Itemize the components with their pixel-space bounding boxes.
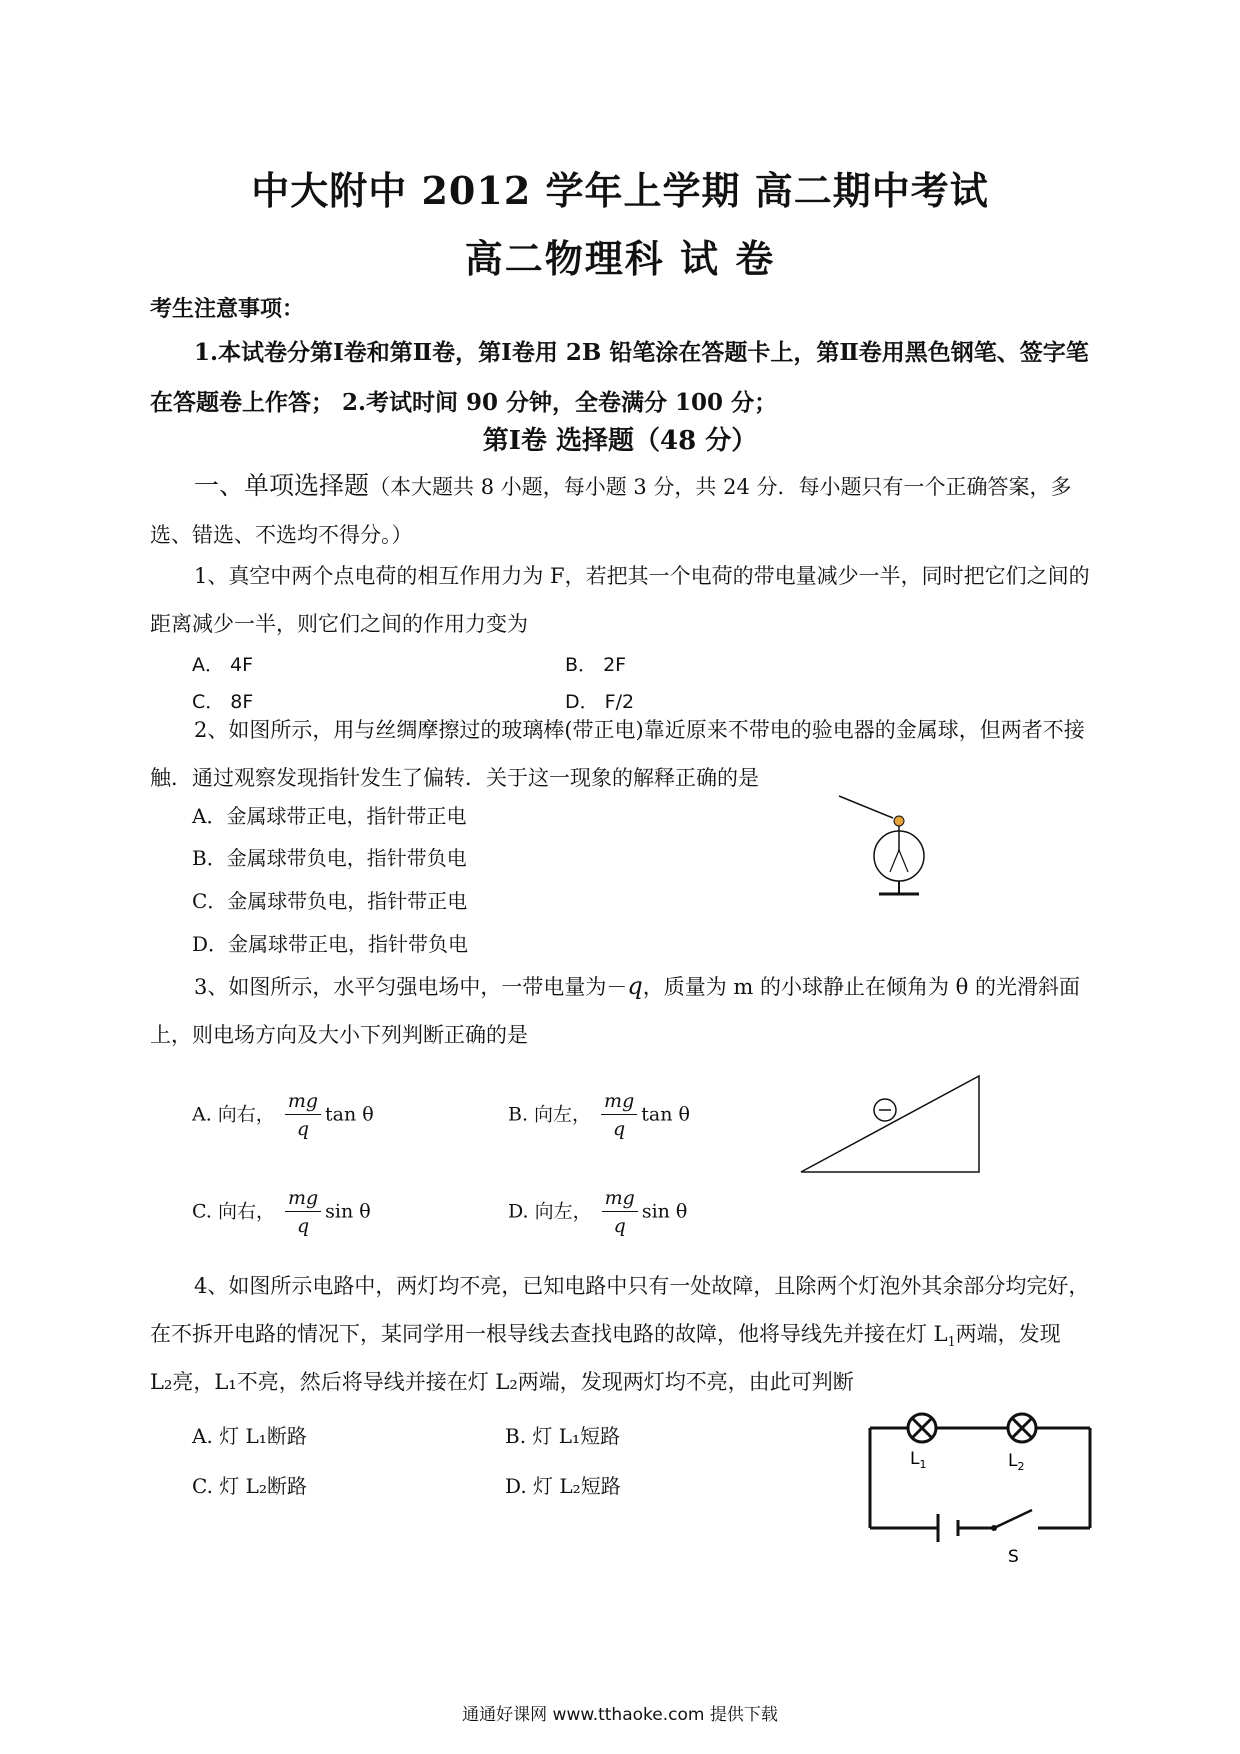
notes-heading: 考生注意事项： — [150, 296, 305, 322]
leaf-left — [890, 850, 899, 872]
q4-option-d: D. 灯 L₂短路 — [505, 1474, 621, 1498]
part-instructions — [150, 462, 1105, 559]
denominator: q — [296, 1118, 309, 1140]
q4-stem — [150, 1262, 1105, 1366]
q1-option-d: D． F/2 — [565, 691, 635, 713]
electroscope-diagram — [835, 790, 955, 910]
fraction — [602, 1185, 638, 1240]
q3-charge-symbol: q — [627, 972, 643, 1000]
q3-stem-post: ，质量为 m 的小球静止在倾角为 θ 的光滑斜面上，则电场方向及大小下列判断正确的是 — [150, 975, 1080, 1047]
fraction — [285, 1088, 321, 1143]
metal-ball — [894, 816, 904, 826]
fraction — [285, 1185, 321, 1240]
incline-diagram — [795, 1070, 985, 1180]
circuit-diagram — [860, 1410, 1100, 1570]
q3-option-a-label: A. 向右， — [192, 1103, 275, 1126]
incline-triangle — [801, 1076, 979, 1172]
q2-option-b: B．金属球带负电，指针带负电 — [192, 846, 467, 870]
numerator: mg — [285, 1185, 321, 1212]
q1-option-a: A． 4F — [192, 654, 254, 676]
trig-function: sin θ — [641, 1200, 688, 1223]
fraction — [601, 1088, 637, 1143]
notes-text: 1.本试卷分第Ⅰ卷和第Ⅱ卷，第Ⅰ卷用 2B 铅笔涂在答题卡上，第Ⅱ卷用黑色钢笔、签字笔在答题卷上作答； 2.考试时间 90 分钟，全卷满分 100 分； — [150, 339, 1089, 416]
q2-option-a: A．金属球带正电，指针带正电 — [192, 804, 467, 828]
q2-stem: 2、如图所示，用与丝绸摩擦过的玻璃棒(带正电)靠近原来不带电的验电器的金属球，但两者不接触．通过观察发现指针发生了偏转．关于这一现象的解释正确的是 — [150, 718, 1085, 790]
switch-lever — [994, 1510, 1032, 1528]
q3-stem-pre: 3、如图所示，水平匀强电场中，一带电量为－ — [194, 975, 628, 999]
q4-option-b: B. 灯 L₁短路 — [505, 1424, 621, 1448]
switch-pivot — [991, 1525, 997, 1531]
q4-stem-part2: 两端，发现 — [955, 1322, 1061, 1346]
glass-rod — [839, 796, 893, 818]
q3-option-a — [192, 1088, 374, 1143]
numerator: mg — [601, 1088, 637, 1115]
q4-option-c: C. 灯 L₂断路 — [192, 1474, 307, 1498]
q2-option-c: C．金属球带负电，指针带正电 — [192, 889, 468, 913]
q3-option-b — [508, 1088, 690, 1143]
q3-option-c-label: C. 向右， — [192, 1200, 275, 1223]
q4-option-a: A. 灯 L₁断路 — [192, 1424, 307, 1448]
exam-subtitle: 高二物理科 试 卷 — [464, 236, 776, 281]
switch-label: S — [1008, 1547, 1019, 1567]
section-title: 第Ⅰ卷 选择题（48 分） — [482, 426, 758, 456]
numerator: mg — [285, 1088, 321, 1115]
leaf-right — [899, 850, 908, 872]
q1-option-c: C． 8F — [192, 691, 254, 713]
q3-option-d-label: D. 向左， — [508, 1200, 592, 1223]
lamp-l2-label: $L_2$ — [1008, 1451, 1025, 1473]
q4-stem-line3: L₂亮，L₁不亮，然后将导线并接在灯 L₂两端，发现两灯均不亮，由此可判断 — [150, 1370, 854, 1394]
part-label: 一、单项选择题 — [194, 471, 370, 500]
numerator: mg — [602, 1185, 638, 1212]
exam-title: 中大附中 2012 学年上学期 高二期中考试 — [251, 168, 989, 213]
denominator: q — [613, 1118, 626, 1140]
q2-option-d: D．金属球带正电，指针带负电 — [192, 932, 469, 956]
q1-stem: 1、真空中两个点电荷的相互作用力为 F，若把其一个电荷的带电量减少一半，同时把它们之间的距离减少一半，则它们之间的作用力变为 — [150, 564, 1090, 636]
trig-function: tan θ — [641, 1103, 690, 1126]
q4-stem-part1: 4、如图所示电路中，两灯均不亮，已知电路中只有一处故障，且除两个灯泡外其余部分均完好，在不拆开电路的情况下，某同学用一根导线去查找电路的故障，他将导线先并接在灯 L — [150, 1274, 1090, 1346]
denominator: q — [296, 1215, 310, 1237]
page-footer: 通通好课网 www.tthaoke.com 提供下载 — [462, 1705, 778, 1725]
lamp-l1-label: $L_1$ — [910, 1449, 927, 1471]
q4-stem-subscript: 1 — [947, 1334, 956, 1350]
trig-function: sin θ — [325, 1200, 371, 1223]
q1-option-b: B． 2F — [565, 654, 627, 676]
q3-stem — [150, 962, 1105, 1059]
q3-option-b-label: B. 向左， — [508, 1103, 592, 1126]
q3-option-c — [192, 1185, 371, 1240]
trig-function: tan θ — [325, 1103, 374, 1126]
q3-option-d — [508, 1185, 687, 1240]
denominator: q — [613, 1215, 626, 1237]
part-description: （本大题共 8 小题，每小题 3 分，共 24 分．每小题只有一个正确答案，多选、错选、不选均不得分。） — [150, 475, 1072, 547]
